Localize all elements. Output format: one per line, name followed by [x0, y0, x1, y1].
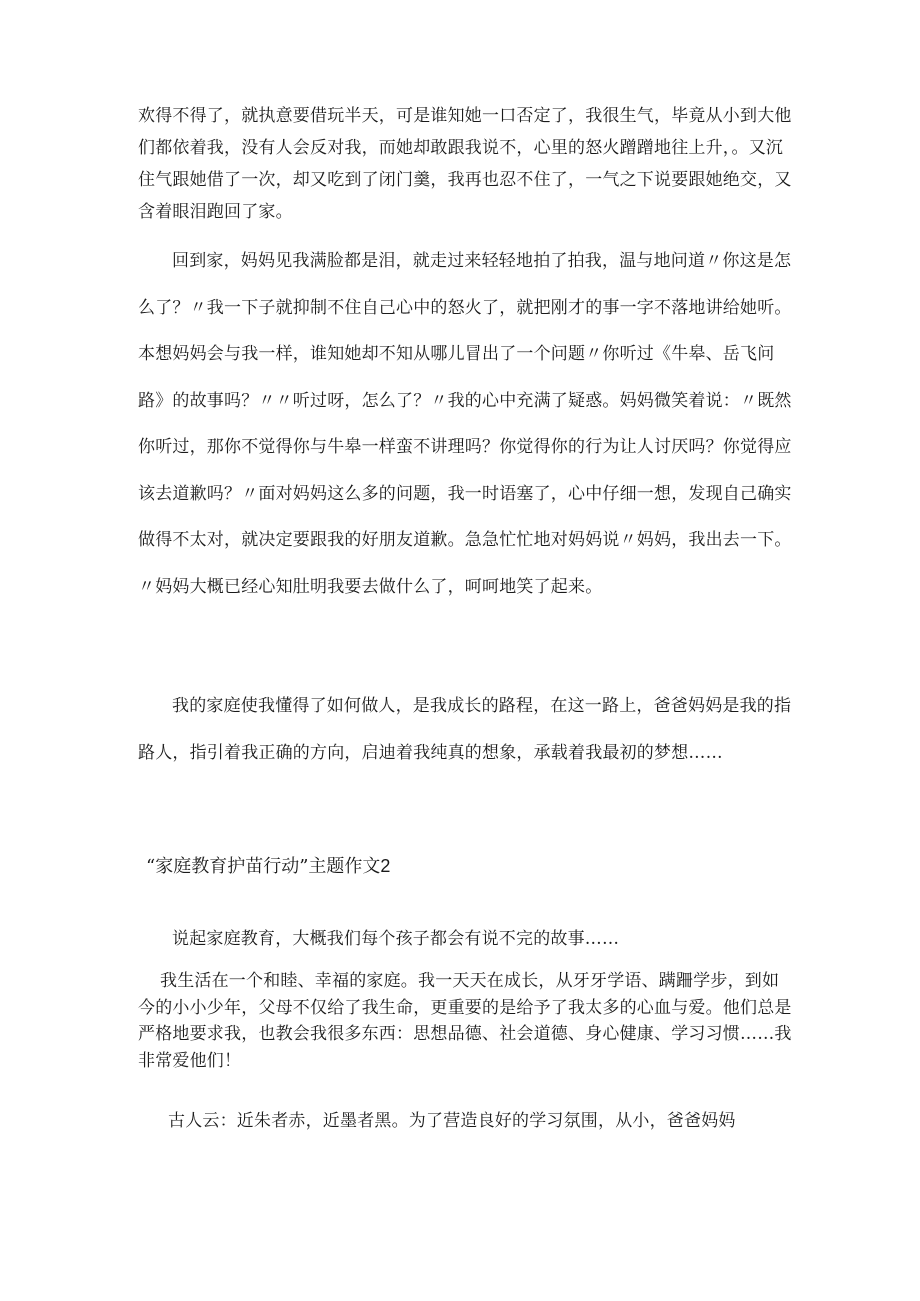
paragraph-3: 我的家庭使我懂得了如何做人，是我成长的路程，在这一路上，爸爸妈妈是我的指路人，指引着我正确的方向，启迪着我纯真的想象，承载着我最初的梦想…… [138, 696, 792, 763]
essay-title-number: 2 [380, 856, 391, 876]
paragraph-6: 古人云：近朱者赤，近墨者黑。为了营造良好的学习氛围，从小，爸爸妈妈 [168, 1111, 736, 1131]
paragraph-4: 说起家庭教育，大概我们每个孩子都会有说不完的故事…… [172, 929, 620, 949]
essay-title [146, 852, 390, 881]
paragraph-5: 我生活在一个和睦、幸福的家庭。我一天天在成长，从牙牙学语、蹒跚学步，到如今的小小少年，父母不仅给了我生命，更重要的是给予了我太多的心血与爱。他们总是严格地要求我，也教会我很多东西：思想品德、社会道德、身心健康、学习习惯……我非常爱他们！ [138, 971, 792, 1071]
paragraph-1: 欢得不得了，就执意要借玩半天，可是谁知她一口否定了，我很生气，毕竟从小到大他们都依着我，没有人会反对我，而她却敢跟我说不，心里的怒火蹭蹭地往上升，。又沉住气跟她借了一次，却又吃到了闭门羹，我再也忍不住了，一气之下说要跟她绝交，又含着眼泪跑回了家。 [138, 106, 792, 222]
essay-title-text: “家庭教育护苗行动”主题作文 [146, 856, 381, 877]
paragraph-2: 回到家，妈妈见我满脸都是泪，就走过来轻轻地拍了拍我，温与地问道〃你这是怎么了？〃我一下子就抑制不住自己心中的怒火了，就把刚才的事一字不落地讲给她听。本想妈妈会与我一样，谁知她却不知从哪儿冒出了一个问题〃你听过《牛皋、岳飞问路》的故事吗？〃〃听过呀，怎么了？〃我的心中充满了疑惑。妈妈微笑着说：〃既然你听过，那你不觉得你与牛皋一样蛮不讲理吗？你觉得你的行为让人讨厌吗？你觉得应该去道歉吗？〃面对妈妈这么多的问题，我一时语塞了，心中仔细一想，发现自己确实做得不太对，就决定要跟我的好朋友道歉。急急忙忙地对妈妈说〃妈妈，我出去一下。〃妈妈大概已经心知肚明我要去做什么了，呵呵地笑了起来。 [138, 251, 792, 597]
